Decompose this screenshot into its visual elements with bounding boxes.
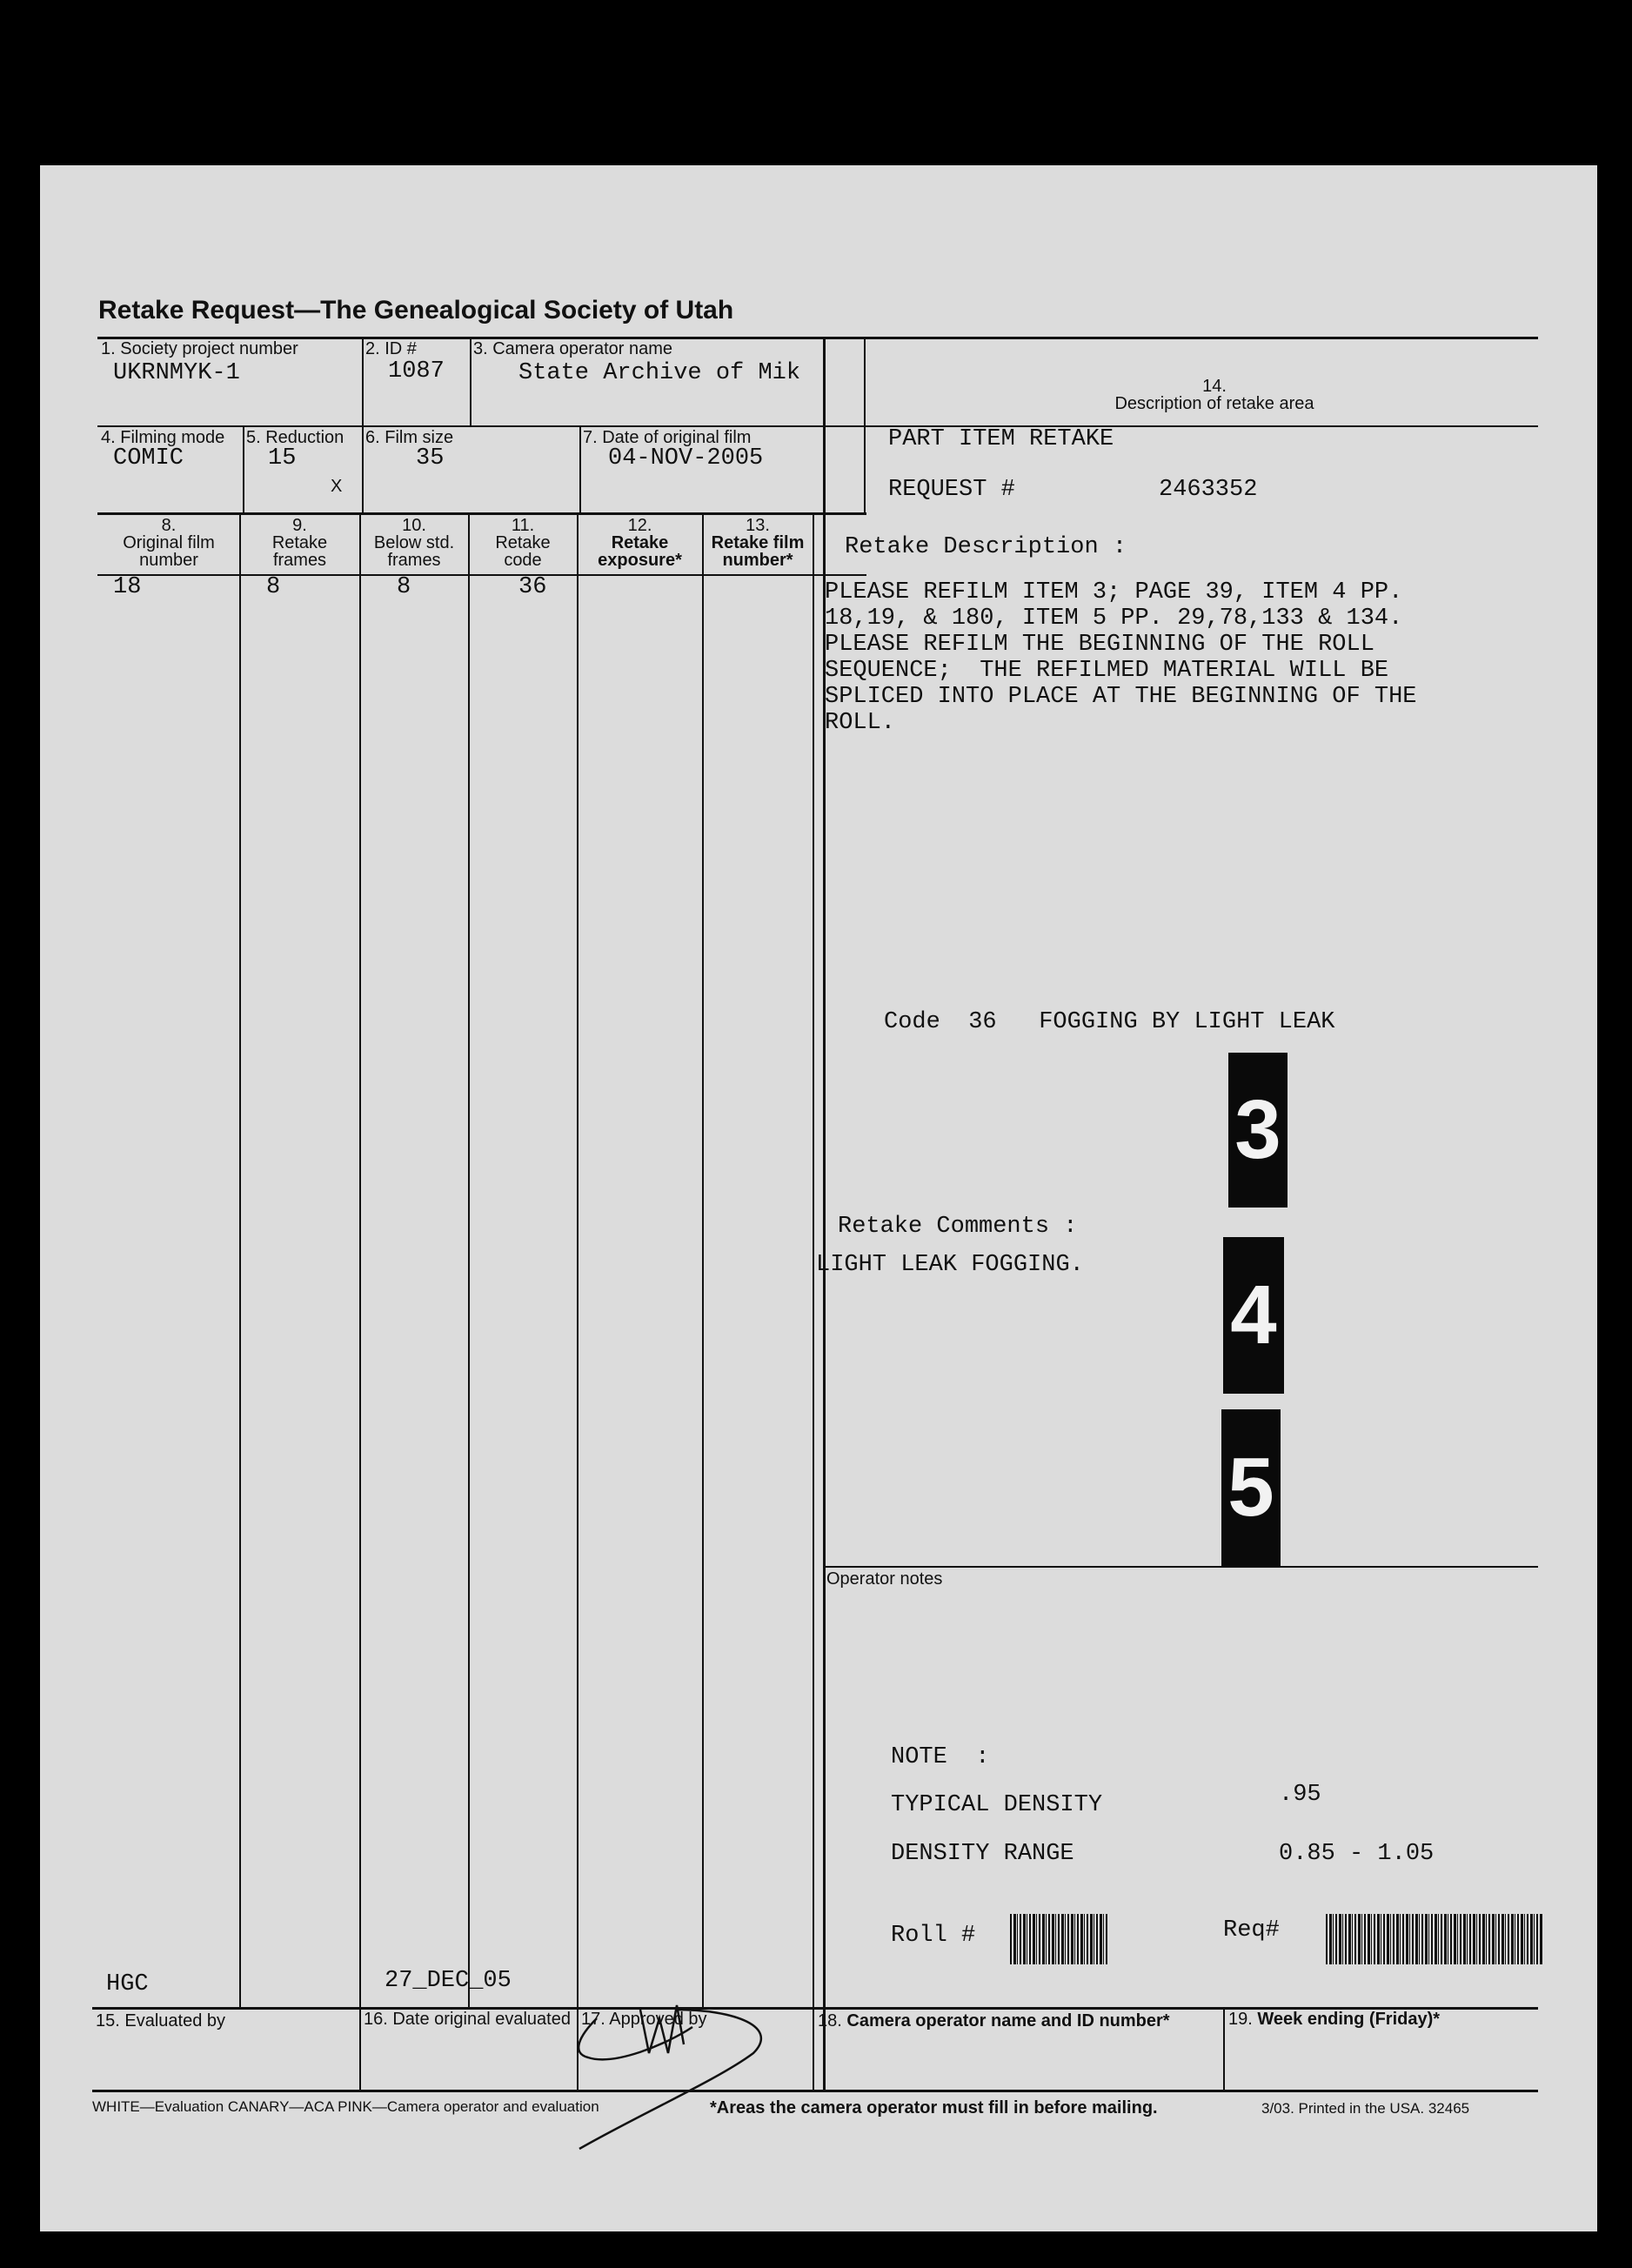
f14-label: Description of retake area: [1114, 394, 1314, 413]
rule-row1: [97, 425, 866, 427]
item-badge-4: 4: [1223, 1237, 1284, 1394]
item-badge-5: 5: [1221, 1409, 1281, 1566]
f5-label: 5. Reduction: [246, 428, 344, 447]
col-line-3: [468, 512, 470, 2009]
retake-comments-label: Retake Comments :: [838, 1214, 1078, 1240]
req-barcode: [1326, 1914, 1543, 1964]
request-label: REQUEST #: [888, 477, 1015, 503]
rule-row2: [97, 512, 866, 515]
divider-f4-f5: [243, 425, 244, 512]
f3-value[interactable]: State Archive of Mik: [518, 360, 801, 386]
divider-f2-f3: [470, 337, 472, 425]
item-badge-3: 3: [1228, 1053, 1288, 1208]
code-line: Code 36 FOGGING BY LIGHT LEAK: [884, 1009, 1335, 1035]
f14-number: 14.: [1202, 377, 1227, 396]
f1-value[interactable]: UKRNMYK-1: [113, 360, 240, 386]
col-line-4: [577, 512, 579, 2090]
f4-value[interactable]: COMIC: [113, 445, 184, 472]
retake-description-label: Retake Description :: [845, 534, 1127, 560]
col-header-10: 10. Below std. frames: [373, 516, 455, 570]
density-range-label: DENSITY RANGE: [891, 1841, 1074, 1867]
footer-print: 3/03. Printed in the USA. 32465: [1261, 2100, 1470, 2117]
f4-label: 4. Filming mode: [101, 428, 225, 447]
retake-request-form: [40, 165, 1597, 2231]
cell-below-std[interactable]: 8: [397, 574, 411, 600]
f1-label: 1. Society project number: [101, 339, 298, 358]
retake-description-text: PLEASE REFILM ITEM 3; PAGE 39, ITEM 4 PP. 18,19, & 180, ITEM 5 PP. 29,78,133 & 134. PLEASE REFILM THE BEGINNING OF THE ROLL SEQUENCE; THE REFILMED MATERIAL WILL BE SPLICED INTO PLACE AT THE BEGINNING OF THE ROLL.: [825, 579, 1417, 736]
roll-barcode: [1010, 1914, 1107, 1964]
col-line-6: [813, 512, 814, 2090]
note-label: NOTE :: [891, 1744, 990, 1770]
col-header-9: 9. Retake frames: [271, 516, 328, 570]
footer-note: *Areas the camera operator must fill in before mailing.: [710, 2098, 1158, 2117]
footer-copies: WHITE—Evaluation CANARY—ACA PINK—Camera operator and evaluation: [92, 2098, 599, 2115]
f7-value[interactable]: 04-NOV-2005: [608, 445, 764, 472]
rule-operator-notes: [823, 1566, 1538, 1568]
col-line-2: [359, 512, 361, 2090]
cell-original-film[interactable]: 18: [113, 574, 142, 600]
col-line-5: [702, 512, 704, 2009]
req-label: Req#: [1223, 1917, 1280, 1944]
f19-label: 19. Week ending (Friday)*: [1228, 2010, 1441, 2029]
request-value: 2463352: [1159, 477, 1258, 503]
retake-comment: LIGHT LEAK FOGGING.: [816, 1252, 1084, 1278]
col-line-bottom-19: [1223, 2007, 1225, 2090]
f18-label: 18. Camera operator name and ID number*: [818, 2011, 1170, 2030]
f5-value[interactable]: 15: [268, 445, 297, 472]
col-header-8: 8. Original film number: [123, 516, 215, 570]
date-evaluated-value[interactable]: 27_DEC_05: [385, 1968, 512, 1994]
operator-notes-label: Operator notes: [826, 1569, 943, 1589]
f15-label: 15. Evaluated by: [96, 2011, 225, 2030]
cell-retake-code[interactable]: 36: [518, 574, 547, 600]
divider-f1-f2: [362, 337, 364, 425]
rule-top: [97, 337, 1538, 339]
col-line-1: [239, 512, 241, 2009]
evaluated-by-value[interactable]: HGC: [106, 1971, 149, 1997]
rule-col-header: [97, 574, 866, 576]
cell-retake-frames[interactable]: 8: [266, 574, 281, 600]
f2-label: 2. ID #: [365, 339, 417, 358]
col-header-11: 11. Retake code: [495, 516, 551, 570]
roll-label: Roll #: [891, 1923, 976, 1949]
f5-x-mark: X: [331, 477, 343, 496]
divider-f5-f6: [362, 425, 364, 512]
part-item-retake: PART ITEM RETAKE: [888, 426, 1114, 452]
f6-value[interactable]: 35: [416, 445, 445, 472]
f7-label: 7. Date of original film: [583, 428, 752, 447]
typical-density-value: .95: [1279, 1782, 1321, 1808]
approval-signature: [562, 1984, 823, 2158]
f3-label: 3. Camera operator name: [473, 339, 673, 358]
col-header-13: 13. Retake film number*: [711, 516, 805, 570]
form-title: Retake Request—The Genealogical Society of Utah: [98, 296, 734, 324]
f2-value[interactable]: 1087: [388, 358, 445, 385]
divider-description-top: [864, 337, 866, 513]
f16-label: 16. Date original evaluated: [364, 2010, 571, 2029]
density-range-value: 0.85 - 1.05: [1279, 1841, 1435, 1867]
f17-label: 17. Approved by: [581, 2010, 707, 2029]
col-header-12: 12. Retake exposure*: [598, 516, 682, 570]
f6-label: 6. Film size: [365, 428, 454, 447]
divider-f6-f7: [579, 425, 581, 512]
typical-density-label: TYPICAL DENSITY: [891, 1792, 1103, 1818]
